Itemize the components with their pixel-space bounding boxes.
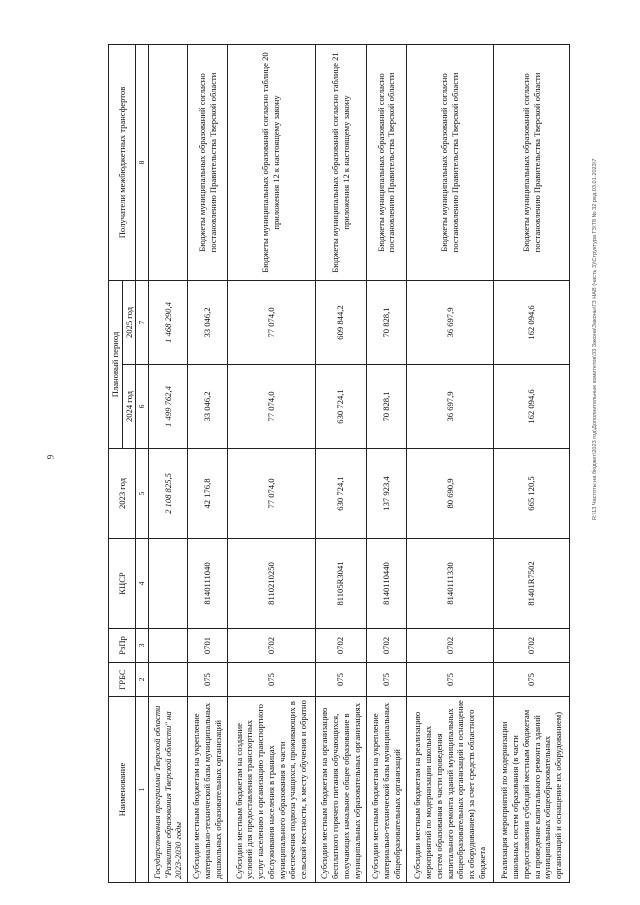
row-grbs: 075 [227,663,315,697]
header-grbs: ГРБС [109,663,136,697]
header-plan-period: Плановый период [109,280,123,448]
rotated-table-container [108,45,570,883]
row-2024: 36 697,9 [406,365,494,449]
row-name: Субсидии местным бюджетам на организацию бесплатного горячего питания обучающихся, получающих начальное общее образование в муниципальных образовательных организациях [315,697,367,883]
program-name: Государственная программа Тверской области "Развитие образования Тверской области" на 2023-2030 годы [148,697,188,883]
row-2024: 77 074,0 [227,365,315,449]
row-2025: 609 844,2 [315,280,367,364]
row-2025: 70 828,1 [367,280,407,364]
row-2023: 77 074,0 [227,449,315,539]
table-row [494,44,570,882]
header-kcsr: КЦСР [109,539,136,629]
row-2024: 33 046,2 [188,365,228,449]
row-kcsr: 81401R7502 [494,539,570,629]
row-grbs: 075 [188,663,228,697]
budget-table [108,44,570,883]
column-number: 6 [136,365,148,449]
row-rzpr: 0702 [367,629,407,663]
table-row [188,44,228,882]
row-recipient: Бюджеты муниципальных образований согласно постановлению Правительства Тверской области [494,44,570,280]
column-number: 3 [136,629,148,663]
row-kcsr: 8140111330 [406,539,494,629]
row-grbs: 075 [406,663,494,697]
column-number: 5 [136,449,148,539]
row-2025: 36 697,9 [406,280,494,364]
row-recipient: Бюджеты муниципальных образований согласно таблице 20 приложения 12 к настоящему закону [227,44,315,280]
column-number: 4 [136,539,148,629]
column-number: 8 [136,44,148,280]
row-name: Субсидии местным бюджетам на укрепление материально-технической базы муниципальных дошкольных образовательных организаций [188,697,228,883]
column-number: 2 [136,663,148,697]
header-recipients: Получатели межбюджетных трансфертов [109,44,136,280]
row-kcsr: 8110210250 [227,539,315,629]
row-rzpr: 0702 [315,629,367,663]
header-2024: 2024 год [122,365,136,449]
column-number: 7 [136,280,148,364]
table-row [227,44,315,882]
header-2023: 2023 год [109,449,136,539]
row-kcsr: 8140110440 [367,539,407,629]
row-recipient: Бюджеты муниципальных образований согласно постановлению Правительства Тверской области [188,44,228,280]
row-kcsr: 81105R3041 [315,539,367,629]
row-2023: 80 690,9 [406,449,494,539]
program-2023: 2 108 825,5 [148,449,188,539]
row-grbs: 075 [367,663,407,697]
row-recipient: Бюджеты муниципальных образований согласно постановлению Правительства Тверской области [367,44,407,280]
program-2025: 1 468 290,4 [148,280,188,364]
header-name: Наименование [109,697,136,883]
page-number: 9 [45,454,56,460]
row-name: Реализация мероприятий по модернизации школьных систем образования (в части предоставления субсидий местным бюджетам на проведение капитального ремонта зданий муниципальных общеобразовательных организаций и оснащение их оборудованием) [494,697,570,883]
row-2023: 42 176,8 [188,449,228,539]
row-2023: 630 724,1 [315,449,367,539]
row-name: Субсидии местным бюджетам на создание условий для предоставления транспортных услуг населению и организацию транспортного обслуживания населения в границах муниципального образования в части обеспечения подвоза учащихся, проживающих в сельской местности, к месту обучения и обратно [227,697,315,883]
row-2024: 70 828,1 [367,365,407,449]
row-2025: 33 046,2 [188,280,228,364]
row-grbs: 075 [315,663,367,697]
table-row [406,44,494,882]
row-grbs: 075 [494,663,570,697]
row-recipient: Бюджеты муниципальных образований согласно постановлению Правительства Тверской области [406,44,494,280]
header-rzpr: РзПр [109,629,136,663]
row-rzpr: 0702 [227,629,315,663]
column-number: 1 [136,697,148,883]
table-row [367,44,407,882]
row-name: Субсидии местным бюджетам на реализацию мероприятий по модернизации школьных систем образования в части проведения капитального ремонта зданий муниципальных общеобразовательных организаций и оснащение их оборудованием) за счет средств областного бюджета [406,697,494,883]
row-2025: 162 094,6 [494,280,570,364]
row-2024: 630 724,1 [315,365,367,449]
row-kcsr: 8140111040 [188,539,228,629]
row-2024: 162 094,6 [494,365,570,449]
program-2024: 1 499 762,4 [148,365,188,449]
row-2025: 77 074,0 [227,280,315,364]
row-recipient: Бюджеты муниципальных образований согласно таблице 21 приложения 12 к настоящему закону [315,44,367,280]
program-row [148,44,188,882]
row-rzpr: 0701 [188,629,228,663]
column-number-row [136,44,148,882]
row-name: Субсидии местным бюджетам на укрепление материально-технической базы муниципальных общеобразовательных организаций [367,697,407,883]
table-row [315,44,367,882]
file-path-footer: R:\13 Частоты на бюджет\2023 год\Дополнительные комитетов\33 Закона\Законы\ГЗ НАВ (часть 3)\Структура ГЗ\Т8 № 32 ред.03.01.2023\7 [592,158,598,520]
row-2023: 665 120,5 [494,449,570,539]
row-rzpr: 0702 [406,629,494,663]
row-rzpr: 0702 [494,629,570,663]
row-2023: 137 923,4 [367,449,407,539]
header-2025: 2025 год [122,280,136,364]
